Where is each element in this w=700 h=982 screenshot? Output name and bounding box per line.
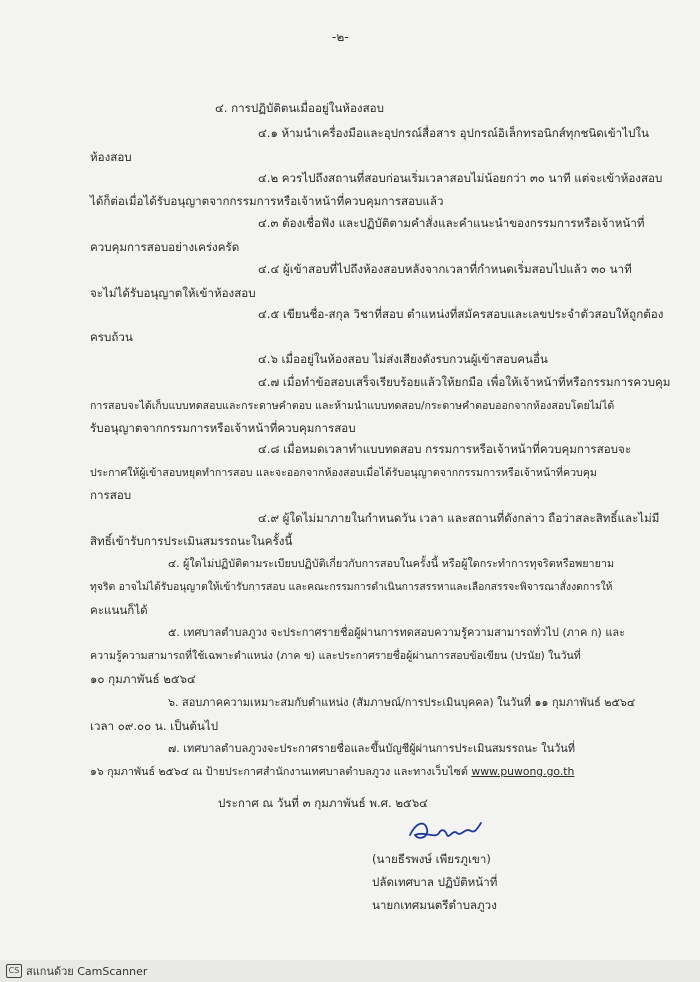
item-4-5-cont: ครบถ้วน (90, 330, 133, 344)
item-4-6: ๔.๖ เมื่ออยู่ในห้องสอบ ไม่ส่งเสียงดังรบกวนผู้เข้าสอบคนอื่น (258, 352, 548, 366)
item-4-2-cont: ได้ก็ต่อเมื่อได้รับอนุญาตจากกรรมการหรือเจ้าหน้าที่ควบคุมการสอบแล้ว (90, 194, 444, 208)
website-link[interactable]: www.puwong.go.th (471, 765, 575, 778)
section-4b: ๔. ผู้ใดไม่ปฏิบัติตามระเบียบปฏิบัติเกี่ยวกับการสอบในครั้งนี้ หรือผู้ใดกระทำการทุจริตหรือพยายาม (168, 557, 615, 570)
item-4-7-cont2: รับอนุญาตจากกรรมการหรือเจ้าหน้าที่ควบคุมการสอบ (90, 421, 356, 435)
item-4-8-cont2: การสอบ (90, 488, 132, 502)
section-7-cont (90, 765, 574, 779)
signature-image (405, 815, 485, 847)
section-5-cont1: ความรู้ความสามารถที่ใช้เฉพาะตำแหน่ง (ภาค ข) และประกาศรายชื่อผู้ผ่านการสอบข้อเขียน (ปรนัย) ในวันที่ (90, 650, 581, 662)
item-4-1: ๔.๑ ห้ามนำเครื่องมือและอุปกรณ์สื่อสาร อุปกรณ์อิเล็กทรอนิกส์ทุกชนิดเข้าไปใน (258, 126, 649, 140)
footer-text: สแกนด้วย CamScanner (26, 965, 148, 978)
section-6-cont: เวลา ๐๙.๐๐ น. เป็นต้นไป (90, 719, 219, 733)
section-7: ๗. เทศบาลตำบลภูวงจะประกาศรายชื่อและขึ้นบัญชีผู้ผ่านการประเมินสมรรถนะ ในวันที่ (168, 742, 576, 755)
section-5-cont2: ๑๐ กุมภาพันธ์ ๒๕๖๔ (90, 672, 196, 686)
item-4-9: ๔.๙ ผู้ใดไม่มาภายในกำหนดวัน เวลา และสถานที่ดังกล่าว ถือว่าสละสิทธิ์และไม่มี (258, 511, 660, 525)
item-4-2: ๔.๒ ควรไปถึงสถานที่สอบก่อนเริ่มเวลาสอบไม่น้อยกว่า ๓๐ นาที แต่จะเข้าห้องสอบ (258, 171, 663, 185)
section-5: ๕. เทศบาลตำบลภูวง จะประกาศรายชื่อผู้ผ่านการทดสอบความรู้ความสามารถทั่วไป (ภาค ก) และ (168, 626, 626, 639)
item-4-9-cont: สิทธิ์เข้ารับการประเมินสมรรถนะในครั้งนี้ (90, 534, 293, 548)
item-4-3-cont: ควบคุมการสอบอย่างเคร่งครัด (90, 240, 240, 254)
item-4-8: ๔.๘ เมื่อหมดเวลาทำแบบทดสอบ กรรมการหรือเจ้าหน้าที่ควบคุมการสอบจะ (258, 442, 632, 456)
section-4-heading: ๔. การปฏิบัติตนเมื่ออยู่ในห้องสอบ (215, 101, 384, 115)
item-4-4: ๔.๔ ผู้เข้าสอบที่ไปถึงห้องสอบหลังจากเวลาที่กำหนดเริ่มสอบไปแล้ว ๓๐ นาที (258, 262, 632, 276)
signer-title-2: นายกเทศมนตรีตำบลภูวง (372, 898, 497, 912)
item-4-1-cont: ห้องสอบ (90, 150, 132, 164)
announce-date: ประกาศ ณ วันที่ ๓ กุมภาพันธ์ พ.ศ. ๒๕๖๔ (218, 796, 428, 810)
camscanner-footer (6, 962, 147, 980)
section-7-cont-text: ๑๖ กุมภาพันธ์ ๒๕๖๔ ณ ป้ายประกาศสำนักงานเทศบาลตำบลภูวง และทางเว็บไซต์ (90, 765, 468, 778)
item-4-4-cont: จะไม่ได้รับอนุญาตให้เข้าห้องสอบ (90, 286, 256, 300)
section-4b-cont2: คะแนนก็ได้ (90, 603, 148, 617)
signer-title-1: ปลัดเทศบาล ปฏิบัติหน้าที่ (372, 875, 498, 889)
item-4-7-cont1: การสอบจะได้เก็บแบบทดสอบและกระดาษคำตอบ และห้ามนำแบบทดสอบ/กระดาษคำตอบออกจากห้องสอบโดยไม่ได้ (90, 400, 615, 412)
item-4-5: ๔.๕ เขียนชื่อ-สกุล วิชาที่สอบ ตำแหน่งที่สมัครสอบและเลขประจำตัวสอบให้ถูกต้อง (258, 307, 664, 321)
signer-name: (นายธีรพงษ์ เพียรภูเขา) (372, 852, 491, 866)
camscanner-icon: CS (6, 964, 22, 978)
section-6: ๖. สอบภาคความเหมาะสมกับตำแหน่ง (สัมภาษณ์/การประเมินบุคคล) ในวันที่ ๑๑ กุมภาพันธ์ ๒๕๖๔ (168, 696, 636, 709)
page-number: -๒- (332, 30, 349, 44)
item-4-8-cont1: ประกาศให้ผู้เข้าสอบหยุดทำการสอบ และจะออกจากห้องสอบเมื่อได้รับอนุญาตจากกรรมการหรือเจ้าหน้าที่ควบคุม (90, 467, 597, 479)
item-4-7: ๔.๗ เมื่อทำข้อสอบเสร็จเรียบร้อยแล้วให้ยกมือ เพื่อให้เจ้าหน้าที่หรือกรรมการควบคุม (258, 375, 671, 389)
section-4b-cont1: ทุจริต อาจไม่ได้รับอนุญาตให้เข้ารับการสอบ และคณะกรรมการดำเนินการสรรหาและเลือกสรรจะพิจารณาสั่งงดการให้ (90, 581, 613, 593)
item-4-3: ๔.๓ ต้องเชื่อฟัง และปฏิบัติตามคำสั่งและคำแนะนำของกรรมการหรือเจ้าหน้าที่ (258, 216, 645, 230)
